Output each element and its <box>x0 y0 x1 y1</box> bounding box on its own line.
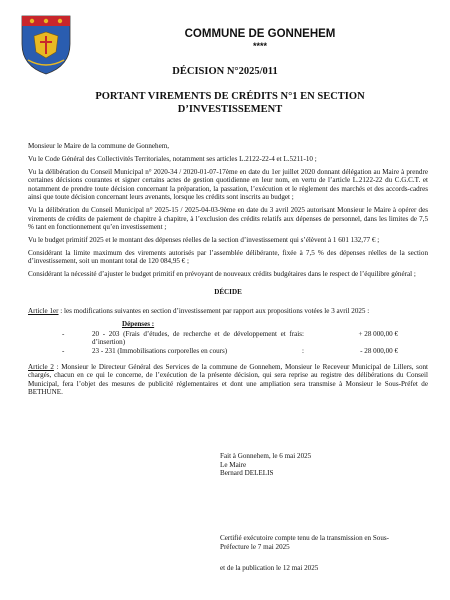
article-2-label: Article 2 <box>28 362 54 371</box>
header-stars: **** <box>252 41 267 51</box>
decision-title: PORTANT VIREMENTS DE CRÉDITS N°1 EN SECTION D’INVESTISSEMENT <box>95 91 365 115</box>
preamble-cgct: Vu le Code Général des Collectivités Territoriales, notamment ses articles L.2122-22-4 et L.5211-10 ; <box>28 154 317 163</box>
depenses-title: Dépenses : <box>122 320 155 329</box>
signature-place-date: Fait à Gonnehem, le 6 mai 2025 <box>220 452 312 460</box>
decision-body <box>28 142 428 401</box>
depense-amount: - 28 000,00 € <box>360 347 398 355</box>
considering-limit: Considérant la limite maximum des virements autorisés par l’assemblée délibérante, fixée à 7,5 % des dépenses réelles de la section d’investissement, soit un montant total de 120 084,95 € ; <box>28 248 428 266</box>
decision-number: DÉCISION N°2025/011 <box>172 66 278 77</box>
preamble-budget: Vu le budget primitif 2025 et le montant des dépenses réelles de la section d’investissement qui s’élèvent à 1 601 132,77 € ; <box>28 236 380 245</box>
signature-role: Le Maire <box>220 460 247 469</box>
signature-block <box>220 452 311 478</box>
depense-label: 20 - 203 (Frais d’études, de recherche et de développement et frais d’insertion) <box>92 329 302 347</box>
depense-dash: - <box>62 329 65 338</box>
depense-amount: + 28 000,00 € <box>358 329 398 338</box>
certification-note: Certifié exécutoire compte tenu de la transmission en Sous-Préfecture le 7 mai 2025 <box>220 534 390 551</box>
depense-label: 23 - 231 (Immobilisations corporelles en cours) <box>92 347 228 355</box>
preamble-deliberation: Vu la délibération du Conseil Municipal n° 2025-15 / 2025-04-03-9ème en date du 3 avril 2025 autorisant Monsieur le Maire à opérer des virements de crédits de paiement de chapitre à chapitre, à l’exclusion des crédits relatifs aux dépenses de personnel, dans les limites de 7,5 % tant en fonctionnement qu’en investissement ; <box>28 206 428 232</box>
considering-adjust: Considérant la nécessité d’ajuster le budget primitif en prévoyant de nouveaux crédits budgétaires dans le respect de l’équilibre général ; <box>28 270 416 279</box>
article-1-label: Article 1er <box>28 307 59 316</box>
commune-name: COMMUNE DE GONNEHEM <box>184 28 336 40</box>
article-1 <box>28 307 428 316</box>
depense-colon: : <box>302 347 304 355</box>
preamble-mayor: Monsieur le Maire de la commune de Gonnehem, <box>28 142 170 150</box>
article-1-text: : les modifications suivantes en section d’investissement par rapport aux propositions votées le 3 avril 2025 : <box>58 307 370 316</box>
depense-colon: : <box>302 329 304 338</box>
depense-row <box>28 330 428 347</box>
signature-name: Bernard DELELIS <box>220 469 274 478</box>
preamble-delegation: Vu la délibération du Conseil Municipal n° 2020-34 / 2020-01-07-17ème en date du 1er juillet 2020 donnant délégation au Maire à prendre certaines décisions courantes et signer certains actes de gestion quotidienne en leur nom, en vertu de l’article L.2122-22 du C.G.C.T. et notamment de prendre toute décision concernant la préparation, la passation, l’exécution et le règlement des marchés et des accords-cadres ainsi que toute décision concernant leurs avenants, lorsque les crédits sont inscrits au budget ; <box>28 167 428 202</box>
publication-note: et de la publication le 12 mai 2025 <box>220 564 319 572</box>
depense-dash: - <box>62 347 65 355</box>
article-2-text: : Monsieur le Directeur Général des Services de la commune de Gonnehem, Monsieur le Receveur Municipal de Lillers, sont chargés, chacun en ce qui le concerne, de l’exécution de la présente décision, qui sera reprise au registre des délibérations du Conseil Municipal, fera l’objet des mesures de publicité réglementaires et dont une ampliation sera transmise à Monsieur le Sous-Préfet de BETHUNE. <box>28 362 429 397</box>
decide-heading: DÉCIDE <box>214 287 242 296</box>
depense-row <box>28 347 428 356</box>
article-2 <box>28 363 428 397</box>
